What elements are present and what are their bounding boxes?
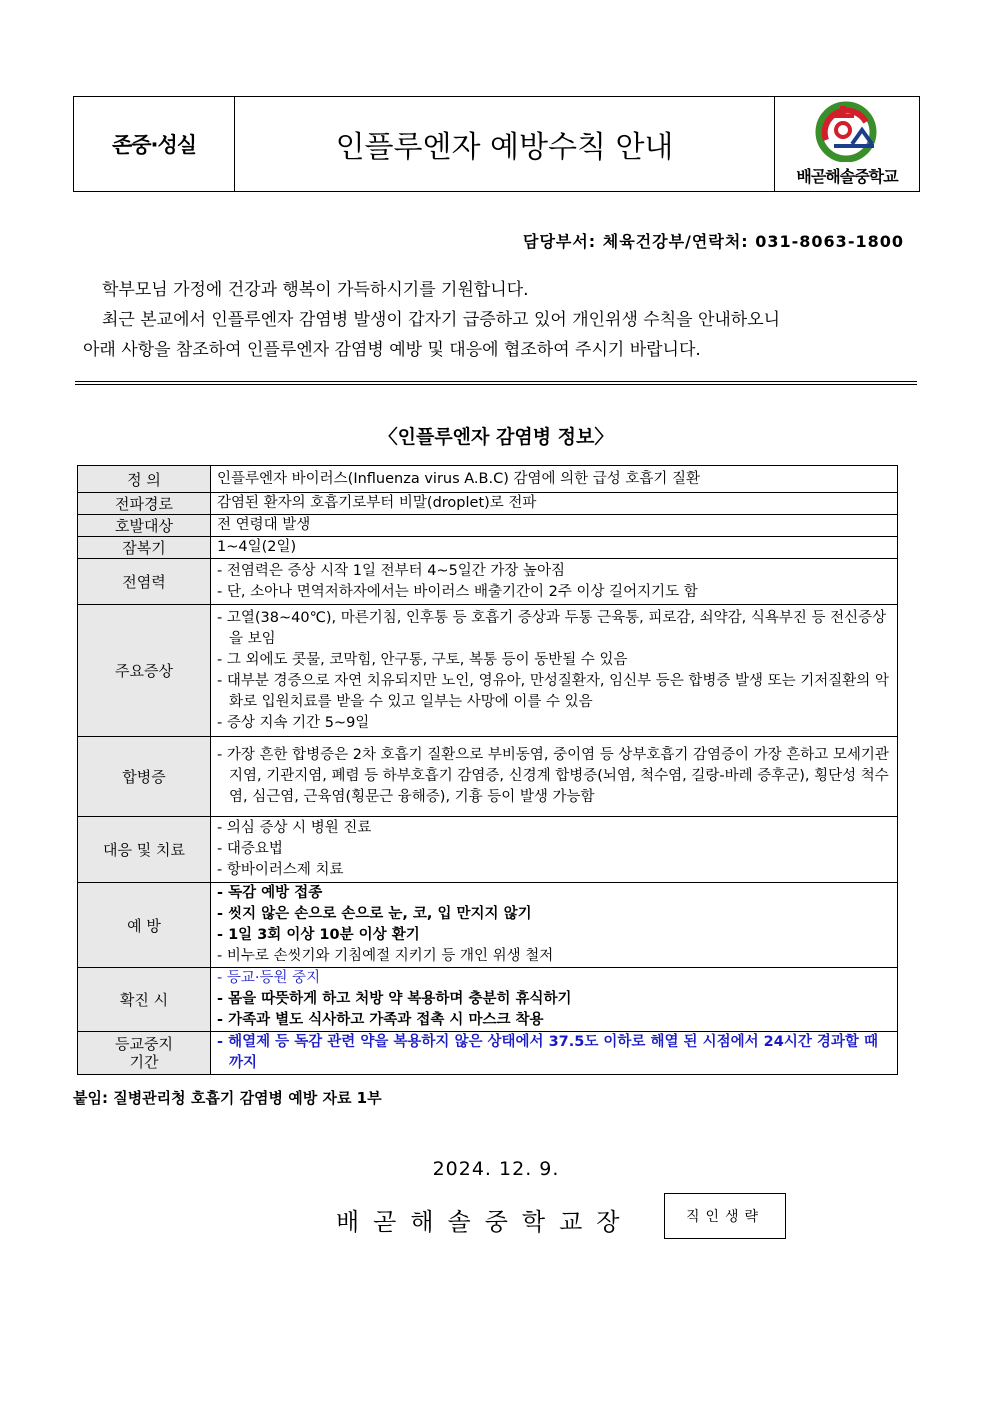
value-line: - 독감 예방 접종 <box>217 885 323 901</box>
table-row <box>78 515 898 537</box>
row-label: 예 방 <box>78 883 211 968</box>
value-line: - 의심 증상 시 병원 진료 <box>217 820 372 836</box>
value-line: - 전염력은 증상 시작 1일 전부터 4~5일간 가장 높아짐 <box>217 562 566 579</box>
value-line: - 가족과 별도 식사하고 가족과 접촉 시 마스크 착용 <box>217 1012 544 1028</box>
row-value <box>211 515 898 537</box>
value-line: - 비누로 손씻기와 기침예절 지키기 등 개인 위생 철저 <box>217 948 554 964</box>
value-line: 감염된 환자의 호흡기로부터 비말(droplet)로 전파 <box>217 495 537 511</box>
table-row <box>78 968 898 1032</box>
table-row <box>78 466 898 493</box>
row-value <box>211 466 898 493</box>
value-line: - 고열(38~40℃), 마른기침, 인후통 등 호흡기 증상과 두통 근육통, 피로감, 쇠약감, 식욕부진 등 전신증상을 보임 <box>217 609 887 647</box>
row-label: 확진 시 <box>78 968 211 1032</box>
row-value <box>211 493 898 515</box>
school-logo-name: 배곧해솔중학교 <box>796 167 898 186</box>
row-label: 등교중지 기간 <box>78 1032 211 1075</box>
value-line: - 씻지 않은 손으로 손으로 눈, 코, 입 만지지 않기 <box>217 906 532 922</box>
table-row <box>78 605 898 737</box>
section-title: 〈인플루엔자 감염병 정보〉 <box>378 426 614 448</box>
row-label: 합병증 <box>78 737 211 817</box>
dept-label: 담당부서: 체육건강부/ <box>522 232 692 251</box>
table-row <box>78 817 898 883</box>
issue-date: 2024. 12. 9. <box>432 1158 560 1180</box>
row-value <box>211 737 898 817</box>
value-line: 1~4일(2일) <box>217 539 297 555</box>
value-line: - 등교·등원 중지 <box>217 970 321 986</box>
info-table <box>77 465 898 1075</box>
value-line: - 그 외에도 콧물, 코막힘, 안구통, 구토, 복통 등이 동반될 수 있음 <box>217 651 628 668</box>
contact-label: 연락처: 031-8063-1800 <box>691 232 904 251</box>
intro-line-1: 학부모님 가정에 건강과 행복이 가득하시기를 기원합니다. <box>102 280 529 300</box>
row-label: 정 의 <box>78 466 211 493</box>
seal-omitted-box: 직인생략 <box>664 1193 786 1239</box>
table-row <box>78 1032 898 1075</box>
intro-text <box>83 275 913 365</box>
row-label: 잠복기 <box>78 537 211 559</box>
page-title: 인플루엔자 예방수칙 안내 <box>335 130 674 165</box>
principal-name: 배곧해솔중학교장 <box>336 1208 634 1236</box>
intro-line-2: 최근 본교에서 인플루엔자 감염병 발생이 갑자기 급증하고 있어 개인위생 수칙을 안내하오니 <box>102 310 781 330</box>
row-value <box>211 559 898 605</box>
value-line: - 몸을 따뜻하게 하고 처방 약 복용하며 충분히 휴식하기 <box>217 991 572 1007</box>
intro-line-3: 아래 사항을 참조하여 인플루엔자 감염병 예방 및 대응에 협조하여 주시기 바랍니다. <box>83 340 701 360</box>
row-label: 대응 및 치료 <box>78 817 211 883</box>
row-label: 호발대상 <box>78 515 211 537</box>
divider <box>75 381 917 385</box>
value-line: 인플루엔자 바이러스(Influenza virus A.B.C) 감염에 의한 급성 호흡기 질환 <box>217 470 700 487</box>
row-value <box>211 817 898 883</box>
row-value <box>211 883 898 968</box>
school-logo-icon <box>814 100 880 162</box>
value-line: - 해열제 등 독감 관련 약을 복용하지 않은 상태에서 37.5도 이하로 해열 된 시점에서 24시간 경과할 때까지 <box>217 1034 878 1071</box>
row-value <box>211 1032 898 1075</box>
row-label: 전염력 <box>78 559 211 605</box>
school-logo <box>774 97 919 191</box>
value-line: - 가장 흔한 합병증은 2차 호흡기 질환으로 부비동염, 중이염 등 상부호흡기 감염증이 가장 흔하고 모세기관지염, 기관지염, 폐렴 등 하부호흡기 감염증, 신경계 합병증(뇌염, 척수염, 길랑-바레 증후군), 횡단성 척수염, 심근염, 근육염(횡문근 융해증), 기흉 등이 발생 가능함 <box>217 747 889 805</box>
table-row <box>78 559 898 605</box>
value-line: - 대부분 경증으로 자연 치유되지만 노인, 영유아, 만성질환자, 임신부 등은 합병증 발생 또는 기저질환의 악화로 입원치료를 받을 수 있고 일부는 사망에 이를 수 있음 <box>217 672 889 710</box>
attachment-note: 붙임: 질병관리청 호흡기 감염병 예방 자료 1부 <box>73 1089 382 1107</box>
school-motto: 존중·성실 <box>74 97 235 191</box>
value-line: - 1일 3회 이상 10분 이상 환기 <box>217 927 420 943</box>
value-line: - 단, 소아나 면역저하자에서는 바이러스 배출기간이 2주 이상 길어지기도 함 <box>217 583 698 600</box>
row-value <box>211 537 898 559</box>
value-line: - 증상 지속 기간 5~9일 <box>217 714 370 731</box>
row-value <box>211 605 898 737</box>
row-value <box>211 968 898 1032</box>
value-line: 전 연령대 발생 <box>217 517 311 533</box>
header-table <box>73 96 920 192</box>
table-row <box>78 737 898 817</box>
row-label: 주요증상 <box>78 605 211 737</box>
contact-info <box>523 229 904 252</box>
value-line: - 항바이러스제 치료 <box>217 862 344 878</box>
table-row <box>78 883 898 968</box>
table-row <box>78 493 898 515</box>
value-line: - 대증요법 <box>217 841 283 857</box>
table-row <box>78 537 898 559</box>
row-label: 전파경로 <box>78 493 211 515</box>
